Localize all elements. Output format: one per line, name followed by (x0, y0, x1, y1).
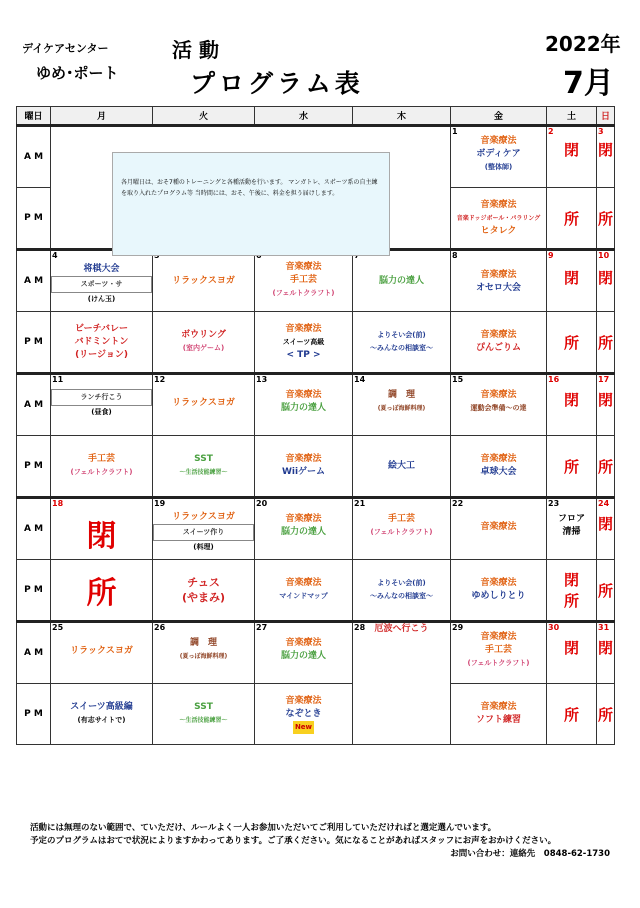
header-fri: 金 (451, 107, 547, 126)
cell: 31 閉 (597, 622, 615, 684)
cell: 音楽療法 ソフト練習 (451, 684, 547, 745)
header-mon: 月 (51, 107, 153, 126)
cell: 16 閉 (547, 374, 597, 436)
cell: 13 音楽療法 脳力の達人 (255, 374, 353, 436)
cell: 4 将棋大会 スポーツ・サ (けん玉) (51, 250, 153, 312)
am-label: A M (17, 374, 51, 436)
cell: 音楽療法 スイーツ高級 < TP > (255, 312, 353, 374)
week4-pm (17, 560, 615, 622)
cell: 音楽療法 Wiiゲーム (255, 436, 353, 498)
footer-line-1: 活動には無理のない範囲で、ていただけ、ルールよく一人お参加いただいてご利用していただければと選定選んでいます。 (30, 823, 497, 833)
cell: 29 音楽療法 手工芸 (フェルトクラフト) (451, 622, 547, 684)
header-sun: 日 (597, 107, 615, 126)
cell: 音楽療法 手工芸 (フェルトクラフト) (255, 250, 353, 312)
cell: 9 閉 (547, 250, 597, 312)
cell: 音楽療法 卓球大会 (451, 436, 547, 498)
cell: 所 (547, 684, 597, 745)
footer-contact: お問い合わせ：連絡先 0848-62-1730 (450, 849, 610, 859)
month: 7月 (563, 66, 614, 101)
header-sat: 土 (547, 107, 597, 126)
cell: チュス (やまみ) (153, 560, 255, 622)
cell: 所 (597, 684, 615, 745)
cell: 21 手工芸 (フェルトクラフト) (353, 498, 451, 560)
cell: 22 音楽療法 (451, 498, 547, 560)
cell: 所 (547, 312, 597, 374)
cell: 音楽療法 ゆめしりとり (451, 560, 547, 622)
cell: 2 閉 (547, 126, 597, 188)
cell: 11 ランチ行こう (昼食) (51, 374, 153, 436)
header-thu: 木 (353, 107, 451, 126)
week4-am (17, 498, 615, 560)
cell: 20 音楽療法 脳力の達人 (255, 498, 353, 560)
cell: 27 音楽療法 脳力の達人 (255, 622, 353, 684)
cell: 所 (51, 560, 153, 622)
cell: 26 調 理 (夏っぽ海鮮料理) (153, 622, 255, 684)
cell: 8 音楽療法 オセロ大会 (451, 250, 547, 312)
cell: 28 厄波へ行こう (353, 622, 451, 745)
footer (30, 822, 624, 861)
cell: 所 (597, 188, 615, 250)
am-label: A M (17, 498, 51, 560)
header-weekday: 曜日 (17, 107, 51, 126)
cell: 3 閉 (597, 126, 615, 188)
footer-line-2: 予定のプログラムはおてで状況によりますかわってあります。ご了承ください。気になることがあればスタッフにお声をおかけください。 (30, 836, 557, 846)
cell: 19 リラックスヨガ スイーツ作り (料理) (153, 498, 255, 560)
pm-label: P M (17, 312, 51, 374)
week2-am (17, 250, 615, 312)
cell: 18 閉 (51, 498, 153, 560)
day-header-row (17, 107, 615, 126)
cell: 10 閉 (597, 250, 615, 312)
week3-am (17, 374, 615, 436)
cell: 15 音楽療法 運動会準備～の達 (451, 374, 547, 436)
cell: 25 リラックスヨガ (51, 622, 153, 684)
cell: 音楽療法 なぞとき New (255, 684, 353, 745)
pm-label: P M (17, 436, 51, 498)
cell: 所 (547, 436, 597, 498)
week2-pm (17, 312, 615, 374)
am-label: A M (17, 126, 51, 188)
cell: 1 音楽療法 ボディケア (整体師) (451, 126, 547, 188)
title-activity: 活 動 (172, 38, 219, 62)
cell: 閉 所 (547, 560, 597, 622)
week5-am (17, 622, 615, 684)
cell: 音楽療法 マインドマップ (255, 560, 353, 622)
cell: 17 閉 (597, 374, 615, 436)
cell: 音楽療法 ぴんごりム (451, 312, 547, 374)
cell: 24 閉 (597, 498, 615, 560)
facility-type: デイケアセンター (22, 42, 109, 55)
am-label: A M (17, 250, 51, 312)
title-program: プログラム表 (190, 69, 364, 98)
cell: 14 調 理 (夏っぽ海鮮料理) (353, 374, 451, 436)
cell: 絵大工 (353, 436, 451, 498)
header-tue: 火 (153, 107, 255, 126)
cell: 所 (597, 436, 615, 498)
cell: 所 (547, 188, 597, 250)
cell: 所 (597, 560, 615, 622)
facility-name: ゆめ･ポート (36, 64, 119, 82)
cell: 音楽療法 音楽ドッジボール・パラリング ヒタレク (451, 188, 547, 250)
cell: 手工芸 (フェルトクラフト) (51, 436, 153, 498)
cell: よりそい会(前) ～みんなの相談室～ (353, 560, 451, 622)
cell: 30 閉 (547, 622, 597, 684)
cell: SST ～生活技能練習～ (153, 684, 255, 745)
year: 2022年 (545, 32, 621, 56)
cell: 所 (597, 312, 615, 374)
cell: ボウリング (室内ゲーム) (153, 312, 255, 374)
notice-box: 各月曜日は、おそ7種のトレーニングと各種活動を行います。 マンガトレ、スポーツ系の自主練を取り入れたプログラム等 当時間には、おそ、午後に、料金を担う届けします。 (112, 152, 390, 256)
cell: よりそい会(前) ～みんなの相談室～ (353, 312, 451, 374)
week3-pm (17, 436, 615, 498)
cell: 23 フロア 清掃 (547, 498, 597, 560)
cell: 12 リラックスヨガ (153, 374, 255, 436)
cell: 脳力の達人 (353, 250, 451, 312)
pm-label: P M (17, 188, 51, 250)
header-wed: 水 (255, 107, 353, 126)
week5-pm (17, 684, 615, 745)
cell: SST ～生活技能練習～ (153, 436, 255, 498)
pm-label: P M (17, 684, 51, 745)
cell: スイーツ高級編 (有志サイトで) (51, 684, 153, 745)
pm-label: P M (17, 560, 51, 622)
new-badge: New (293, 721, 314, 734)
cell: ビーチバレー バドミントン (リージョン) (51, 312, 153, 374)
am-label: A M (17, 622, 51, 684)
cell: リラックスヨガ (153, 250, 255, 312)
